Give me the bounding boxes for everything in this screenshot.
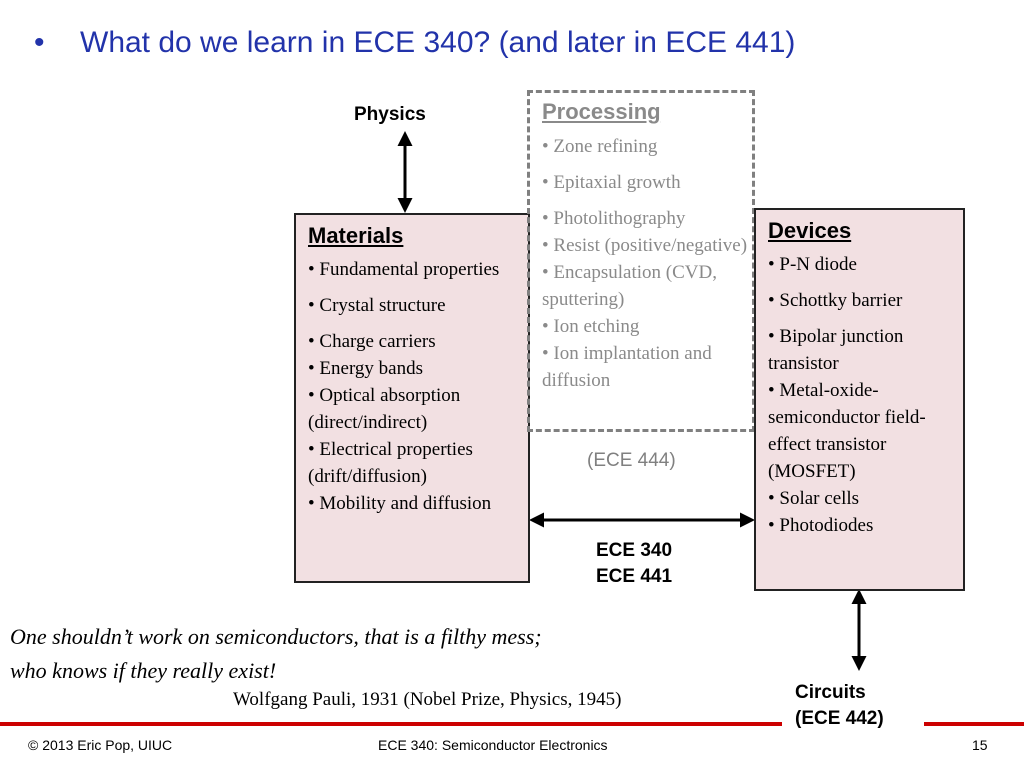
processing-item: • Ion etching bbox=[542, 313, 752, 340]
slide-title: What do we learn in ECE 340? (and later in ECE 441) bbox=[80, 26, 796, 59]
pauli-quote bbox=[10, 620, 542, 688]
footer-copyright: © 2013 Eric Pop, UIUC bbox=[28, 737, 173, 753]
circuits-label-line2: (ECE 442) bbox=[795, 708, 884, 729]
title-bullet: • bbox=[34, 26, 45, 59]
footer-page-number: 15 bbox=[972, 737, 988, 753]
materials-heading: Materials bbox=[308, 223, 404, 248]
materials-box bbox=[294, 213, 530, 583]
course-label-ece340: ECE 340 bbox=[596, 540, 673, 561]
devices-item: • Bipolar junction transistor bbox=[768, 323, 957, 377]
materials-item: • Fundamental properties bbox=[308, 256, 522, 283]
materials-item: • Crystal structure bbox=[308, 292, 522, 319]
devices-item: • Photodiodes bbox=[768, 512, 957, 539]
processing-item: • Zone refining bbox=[542, 133, 752, 160]
devices-box bbox=[754, 208, 965, 591]
footer-rule-right bbox=[924, 722, 1024, 726]
processing-item: • Epitaxial growth bbox=[542, 169, 752, 196]
circuits-label-line1: Circuits bbox=[795, 682, 866, 703]
processing-item: • Resist (positive/negative) bbox=[542, 232, 752, 259]
processing-item: • Photolithography bbox=[542, 205, 752, 232]
processing-item: • Ion implantation and diffusion bbox=[542, 340, 752, 394]
materials-item: • Charge carriers bbox=[308, 328, 522, 355]
devices-heading: Devices bbox=[768, 218, 852, 243]
quote-attribution: Wolfgang Pauli, 1931 (Nobel Prize, Physics, 1945) bbox=[233, 689, 622, 710]
processing-heading: Processing bbox=[542, 99, 661, 124]
quote-line2: who knows if they really exist! bbox=[10, 658, 277, 683]
devices-item: • P-N diode bbox=[768, 251, 957, 278]
processing-item: • Encapsulation (CVD, sputtering) bbox=[542, 259, 752, 313]
course-labels bbox=[596, 538, 672, 590]
devices-item: • Metal-oxide-semiconductor field-effect transistor (MOSFET) bbox=[768, 377, 957, 485]
devices-item: • Schottky barrier bbox=[768, 287, 957, 314]
processing-course-label: (ECE 444) bbox=[587, 450, 676, 471]
devices-item: • Solar cells bbox=[768, 485, 957, 512]
materials-item: • Optical absorption (direct/indirect) bbox=[308, 382, 522, 436]
footer-rule-left bbox=[0, 722, 782, 726]
materials-item: • Energy bands bbox=[308, 355, 522, 382]
materials-item: • Electrical properties (drift/diffusion) bbox=[308, 436, 522, 490]
circuits-label bbox=[795, 680, 884, 732]
footer-course-title: ECE 340: Semiconductor Electronics bbox=[378, 737, 608, 753]
quote-line1: One shouldn’t work on semiconductors, that is a filthy mess; bbox=[10, 624, 542, 649]
physics-label: Physics bbox=[354, 104, 426, 125]
materials-item: • Mobility and diffusion bbox=[308, 490, 522, 517]
processing-box bbox=[527, 90, 755, 432]
course-label-ece441: ECE 441 bbox=[596, 566, 673, 587]
